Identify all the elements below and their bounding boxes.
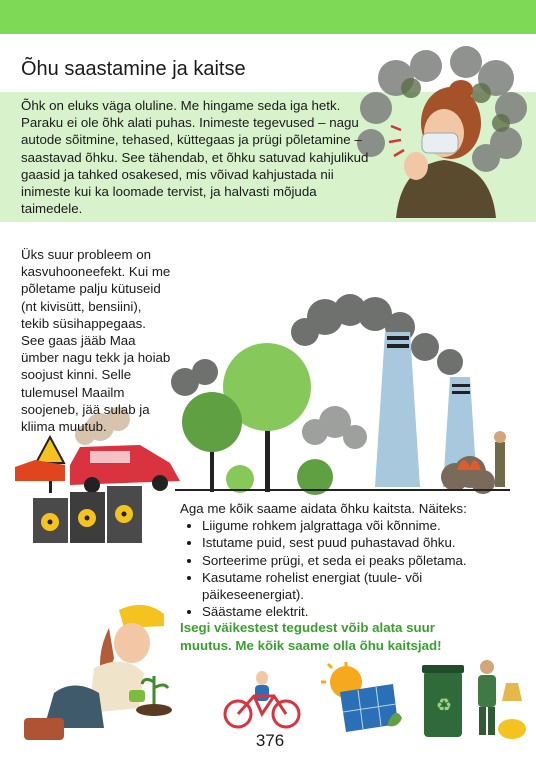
help-item: • Istutame puid, sest puud puhastavad õhku.: [202, 534, 520, 551]
help-intro: Aga me kõik saame aidata õhku kaitsta. Näiteks:: [180, 501, 467, 516]
help-list: [180, 517, 520, 620]
help-item: • Säästame elektrit.: [202, 603, 520, 620]
page-number: 376: [255, 731, 285, 750]
top-bar: [0, 0, 536, 34]
coughing-woman-illustration: [356, 48, 526, 218]
greenhouse-paragraph: Üks suur probleem on kasvuhooneefekt. Kui me põletame palju kütuseid (nt kivisütt, bensiini), tekib süsihappegaas. See gaas jääb Maa ümber nagu tekk ja hoiab soojust kinni. Selle tulemusel Maailm soojeneb, jää sulab ja kliima muutub.: [21, 247, 171, 435]
help-item: • Kasutame rohelist energiat (tuule- või päikeseenergiat).: [202, 569, 520, 603]
intro-paragraph: Õhk on eluks väga oluline. Me hingame seda iga hetk. Paraku ei ole õhk alati puhas. Inimeste tegevused – nagu autode sõitmine, tehased, küttegaas ja prügi põletamine – saastavad õhku. See tähendab, et õhku satuvad kahjulikud gaasid ja tahked osakesed, mis võivad kahjustada nii inimeste kui ka loomade tervist, ja halvasti mõjuda taimedele.: [21, 98, 369, 217]
help-item: • Liigume rohkem jalgrattaga või kõnnime.: [202, 517, 520, 534]
pollution-scene-illustration: [165, 292, 535, 502]
page-title: Õhu saastamine ja kaitse: [21, 58, 246, 80]
help-section: [180, 500, 520, 620]
recycling-workers-illustration: [422, 653, 530, 739]
svg-text:♻: ♻: [436, 695, 453, 716]
gardener-illustration: [14, 598, 179, 746]
solar-panel-illustration: [318, 662, 403, 734]
closing-statement: Isegi väikestest tegudest võib alata suur muutus. Me kõik saame olla õhu kaitsjad!: [180, 620, 442, 653]
help-item: • Sorteerime prügi, et seda ei peaks põletama.: [202, 552, 520, 569]
bicycle-illustration: [222, 668, 302, 730]
toxic-barrels-illustration: [28, 480, 148, 545]
